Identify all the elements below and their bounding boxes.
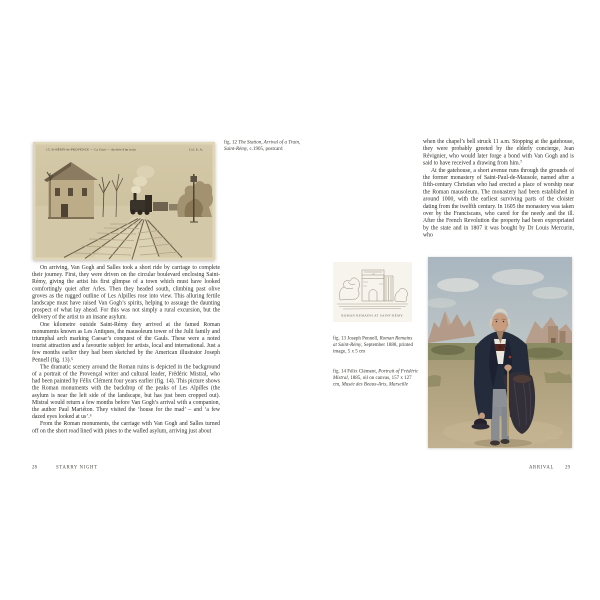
paragraph: From the Roman monuments, the carriage with Van Gogh and Salles turned off on the short road lined with pines to the walled asylum, arriving just about: [32, 420, 220, 434]
postcard-figure: [33, 142, 215, 260]
fig12-caption: [224, 139, 305, 152]
fig14-caption-title: Portrait of Frédéric Mistral: [333, 368, 419, 381]
fig14-caption: [333, 368, 419, 388]
paragraph: when the chapel’s bell struck 11 a.m. Stopping at the gatehouse, they were probably greeted by the elderly concierge, Jean Révignier, who would later forge a bond with Van Gogh and is said to have received a drawing from him.⁷: [423, 138, 574, 167]
fig14-caption-museum: Musée des Beaux-Arts, Marseille: [341, 381, 408, 387]
fig14-caption-suffix: , 1885, oil on canvas, 157 x 127 cm,: [333, 375, 412, 387]
mistral-portrait-image: [428, 257, 572, 448]
right-page: [300, 0, 600, 600]
paragraph: At the gatehouse, a short avenue runs through the grounds of the former monastery of Saint-Paul-de-Mausole, named after a fifth-century Christian who had erected a place of worship near the Roman mausoleum. The monastery had been established in around 1000, with the earliest surviving parts of the cloister dating from the twelfth century. In 1605 the monastery was taken over by the Franciscans, who cared for the needy and the ill. After the French Revolution the property had been expropriated by the state and in 1807 it was bought by Dr Louis Mercurin, who: [423, 167, 574, 239]
right-running-title: ARRIVAL: [528, 465, 554, 470]
fig14-caption-prefix: fig. 14 Félix Clément,: [333, 368, 379, 374]
paragraph: One kilometre outside Saint-Rémy they arrived at the famed Roman monuments known as Les Antiques, the mausoleum tower of the Julii family and triumphal arch marking Caesar’s conquest of the Gauls. These were a noted tourist attraction and a favourite subject for artists, local and international. Just a few months earlier they had been sketched by the American illustrator Joseph Pennell (fig. 13).⁵: [32, 321, 220, 363]
fig12-caption-title: The Station, Arrival of a Train, Saint-Rémy: [224, 139, 301, 152]
train-station-postcard-image: [33, 142, 215, 260]
engraving-figure: [333, 262, 412, 322]
fig13-caption-prefix: fig. 13 Joseph Pennell,: [333, 335, 380, 341]
paragraph: On arriving, Van Gogh and Salles took a short ride by carriage to complete their journey. First, they were driven on the circular boulevard enclosing Saint-Rémy, giving the artist his first glimpse of a town which must have looked comfortingly quiet after Arles. Then they headed south, climbing past olive groves as the rugged outline of Les Alpilles rose into view. This alluring fertile landscape must have raised Van Gogh’s spirits, helping to assuage the daunting prospect of what lay ahead. For this was not simply a rural excursion, but the delivery of the artist to an insane asylum.: [32, 264, 220, 321]
portrait-figure: [428, 257, 572, 448]
paragraph: The dramatic scenery around the Roman ruins is depicted in the background of a portrait of the Provençal writer and cultural leader, Frédéric Mistral, who had been painted by Félix Clément four years earlier (fig. 14). This picture shows the Roman monuments with the backdrop of the peaks of Les Alpilles (the asylum is near the left side of the landscape, but has just been cropped out). Mistral would return a few months before Van Gogh’s arrival with a companion, the author Paul Mariéton. They visited the ‘house for the mad’ – and ‘a few dazed eyes looked at us’.⁶: [32, 363, 220, 420]
fig13-caption: [333, 335, 417, 355]
roman-remains-engraving-image: [333, 262, 412, 322]
right-page-number: 29: [565, 465, 571, 470]
postcard-publisher-text: Col. E. A.: [189, 147, 203, 152]
left-page-number: 28: [32, 465, 38, 470]
right-page-body-text: [423, 138, 574, 239]
engraving-printed-title: ROMAN REMAINS AT SAINT-RÉMY.: [341, 313, 404, 318]
left-page-body-text: [32, 264, 220, 434]
fig12-caption-suffix: , c.1905, postcard: [247, 146, 283, 152]
left-running-title: STARRY NIGHT: [56, 465, 98, 470]
postcard-header-text: 15. St-RÉMY-de-PROVENCE — La Gare — Arrivée d'un train: [46, 147, 136, 152]
fig12-caption-prefix: fig. 12: [224, 139, 239, 145]
fig13-caption-suffix: , September 1888, printed image, 5 x 5 cm: [333, 342, 413, 354]
fig13-caption-title: Roman Remains at Saint-Rémy: [333, 335, 413, 348]
